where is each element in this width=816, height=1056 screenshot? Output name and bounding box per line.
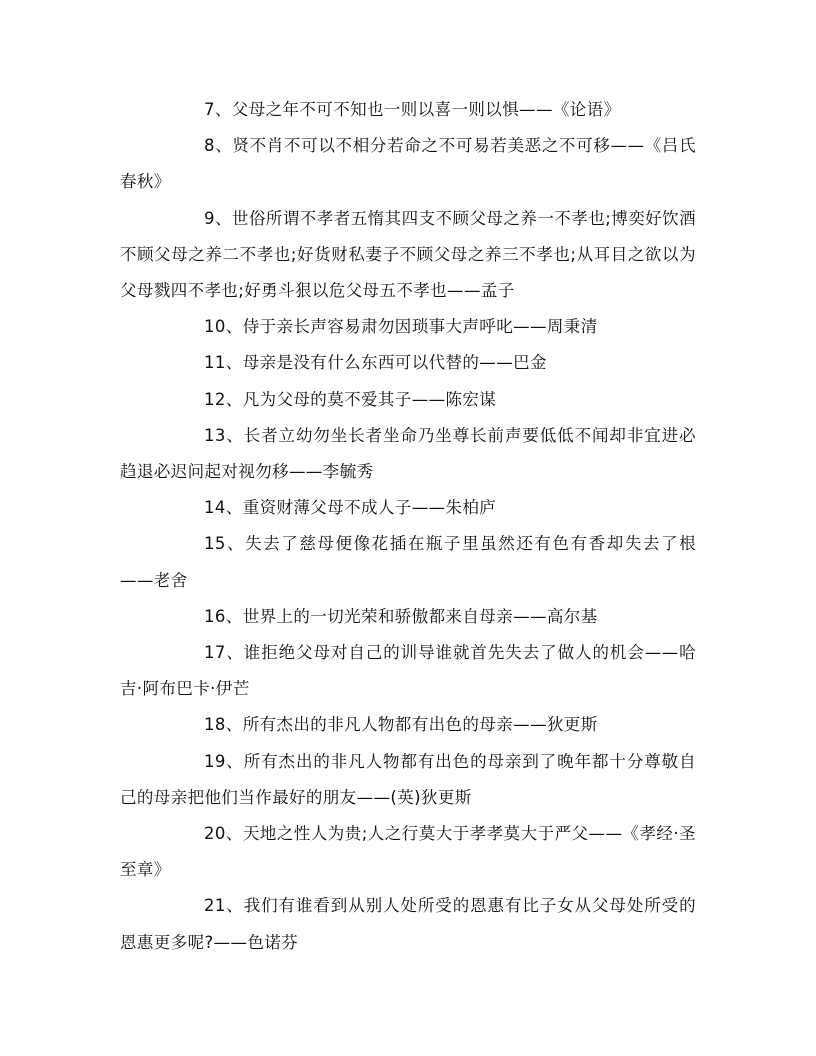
quote-paragraph-19: 19、所有杰出的非凡人物都有出色的母亲到了晚年都十分尊敬自己的母亲把他们当作最好的朋友——(英)狄更斯 (120, 751, 696, 807)
quote-paragraph-15: 15、失去了慈母便像花插在瓶子里虽然还有色有香却失去了根——老舍 (120, 534, 696, 590)
quote-paragraph-9: 9、世俗所谓不孝者五惰其四支不顾父母之养一不孝也;博奕好饮酒不顾父母之养二不孝也;好货财私妻子不顾父母之养三不孝也;从耳目之欲以为父母戮四不孝也;好勇斗狠以危父母五不孝也——孟子 (120, 208, 696, 301)
quote-paragraph-20: 20、天地之性人为贵;人之行莫大于孝孝莫大于严父——《孝经·圣至章》 (120, 824, 696, 880)
quote-paragraph-21: 21、我们有谁看到从别人处所受的恩惠有比子女从父母处所受的恩惠更多呢?——色诺芬 (120, 896, 696, 952)
quote-paragraph-7: 7、父母之年不可不知也一则以喜一则以惧——《论语》 (204, 100, 621, 119)
document-body (120, 92, 696, 961)
quote-paragraph-8: 8、贤不肖不可以不相分若命之不可易若美恶之不可移——《吕氏春秋》 (120, 136, 696, 192)
quote-paragraph-12: 12、凡为父母的莫不爱其子——陈宏谋 (204, 389, 497, 409)
quote-paragraph-18: 18、所有杰出的非凡人物都有出色的母亲——狄更斯 (204, 715, 598, 735)
quote-paragraph-16: 16、世界上的一切光荣和骄傲都来自母亲——高尔基 (204, 606, 598, 626)
quote-paragraph-13: 13、长者立幼勿坐长者坐命乃坐尊长前声要低低不闻却非宜进必趋退必迟问起对视勿移——李毓秀 (120, 425, 696, 482)
quote-paragraph-11: 11、母亲是没有什么东西可以代替的——巴金 (204, 353, 547, 373)
quote-paragraph-10: 10、侍于亲长声容易肃勿因琐事大声呼叱——周秉清 (204, 317, 598, 337)
quote-paragraph-14: 14、重资财薄父母不成人子——朱柏庐 (204, 498, 497, 518)
quote-paragraph-17: 17、谁拒绝父母对自己的训导谁就首先失去了做人的机会——哈吉·阿布巴卡·伊芒 (120, 643, 696, 699)
